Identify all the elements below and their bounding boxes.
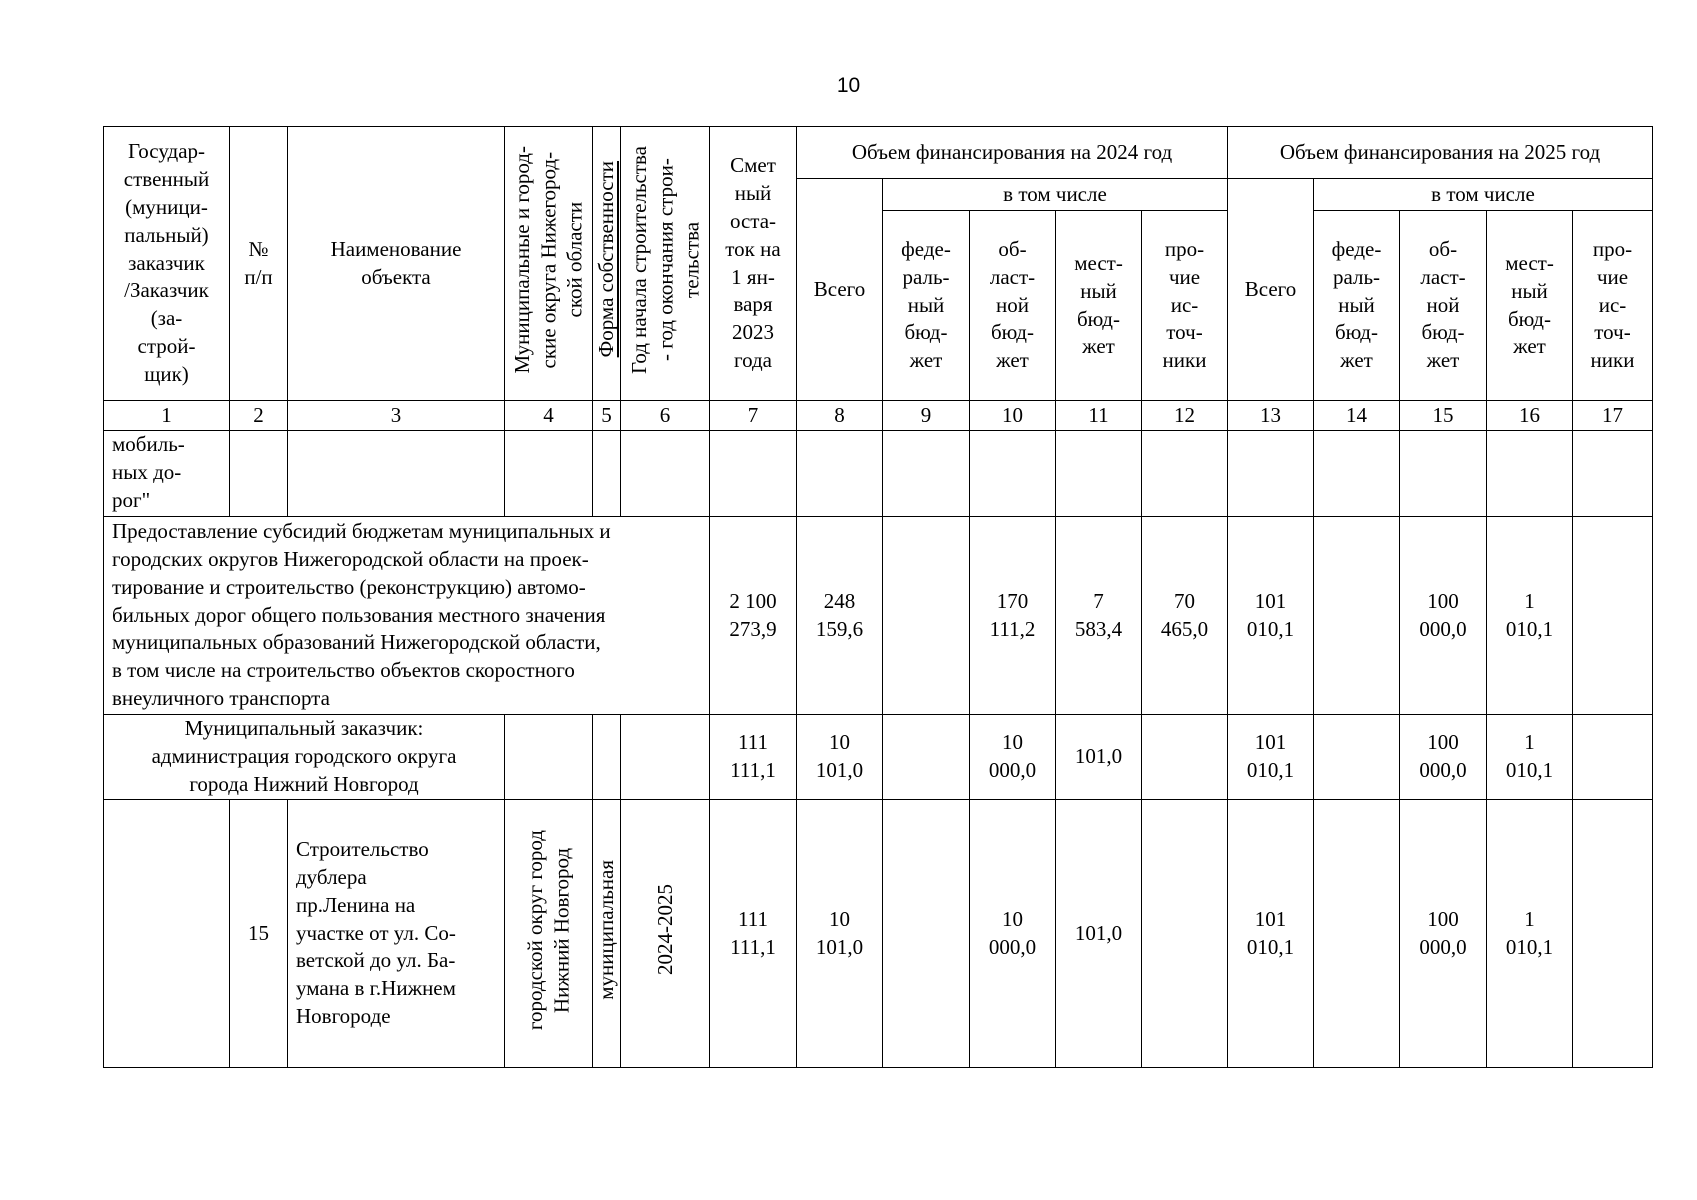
header-years [621, 127, 710, 401]
col-number: 7 [710, 401, 797, 431]
text-line: 10 [1002, 730, 1023, 755]
subsidy-estimate [710, 517, 797, 715]
text-line: Наименование [330, 236, 462, 261]
col-number: 1 [104, 401, 230, 431]
text-line: Смет [730, 152, 776, 177]
customer-description [104, 715, 505, 800]
text-line: 10 [829, 730, 850, 755]
table-row-continuation [104, 431, 1653, 517]
page-number: 10 [836, 74, 861, 97]
col-number: 15 [1400, 401, 1487, 431]
text-line: (муници- [125, 194, 208, 219]
header-customer [104, 127, 230, 401]
text-line: 010,1 [1505, 758, 1554, 782]
header-federal-2025 [1314, 211, 1400, 401]
text-line: п/п [244, 264, 273, 289]
text-line: мест- [1505, 250, 1554, 275]
text-line: ный [1338, 292, 1375, 317]
object-estimate [710, 800, 797, 1068]
text-line: 2023 [732, 320, 774, 345]
column-numbers-row [104, 401, 1653, 431]
text-line: дублера [296, 864, 367, 889]
header-object-name [288, 127, 505, 401]
object-years: 2024-2025 [621, 800, 710, 1068]
text-line: 2 100 [729, 588, 777, 613]
header-estimate [710, 127, 797, 401]
text-line: Государ- [127, 138, 206, 163]
text-line: ных до- [112, 459, 182, 484]
object-regional-2025 [1400, 800, 1487, 1068]
text-line: 101 [1254, 588, 1287, 613]
text-line: пальный) [124, 222, 209, 247]
col-number: 11 [1056, 401, 1142, 431]
text-line: бюд- [1421, 320, 1465, 345]
header-other-2025 [1573, 211, 1653, 401]
table-row-subsidy [104, 517, 1653, 715]
subsidy-total-2025 [1228, 517, 1314, 715]
col-number: 12 [1142, 401, 1228, 431]
text-line: Муниципальные и город- [510, 145, 535, 374]
text-line: щик) [144, 362, 189, 387]
col-number: 3 [288, 401, 505, 431]
text-line: бильных дорог общего пользования местного значения [112, 602, 606, 627]
text-line: бюд- [904, 320, 948, 345]
object-num: 15 [230, 800, 288, 1068]
text-line: 159,6 [815, 616, 864, 641]
header-federal-2024 [883, 211, 970, 401]
text-line: раль- [902, 264, 950, 289]
header-regional-2024 [970, 211, 1056, 401]
header-fin-2025: Объем финансирования на 2025 год [1228, 127, 1653, 179]
text-line: Строительство [296, 836, 429, 861]
text-line: № [248, 236, 269, 261]
header-fin-2024: Объем финансирования на 2024 год [797, 127, 1228, 179]
text-line: ной [996, 292, 1029, 317]
text-line: Год начала строительства [626, 145, 651, 374]
text-line: оста- [729, 208, 777, 233]
header-total-2025: Всего [1228, 179, 1314, 401]
col-number: 8 [797, 401, 883, 431]
text-line: 100 [1427, 730, 1459, 755]
text-line: 1 ян- [731, 264, 775, 289]
text-line: 10 [1002, 906, 1023, 931]
text-line: /Заказчик [124, 278, 209, 303]
col-number: 9 [883, 401, 970, 431]
text-line: 101 [1254, 906, 1287, 931]
financing-table [103, 126, 1653, 1068]
text-line: ис- [1598, 292, 1627, 317]
text-line: 000,0 [988, 934, 1037, 959]
text-line: 010,1 [1246, 616, 1295, 641]
subsidy-description [104, 517, 710, 715]
text-line: 465,0 [1160, 616, 1209, 641]
text-line: умана в г.Нижнем [296, 976, 456, 1001]
text-line: участке от ул. Со- [296, 920, 456, 945]
text-line: 111 [738, 730, 768, 755]
text-line: 10 [829, 906, 850, 931]
customer-regional-2024 [970, 715, 1056, 800]
object-name [288, 800, 505, 1068]
customer-local-2024: 101,0 [1056, 715, 1142, 800]
subsidy-regional-2024 [970, 517, 1056, 715]
text-line: ники [1590, 348, 1635, 373]
text-line: об- [998, 236, 1027, 261]
table-row-object [104, 800, 1653, 1068]
text-line: точ- [1166, 320, 1203, 345]
text-line: 010,1 [1505, 934, 1554, 959]
col-number: 17 [1573, 401, 1653, 431]
header-local-2025 [1487, 211, 1573, 401]
text-line: города Нижний Новгород [189, 771, 419, 796]
table-row-customer [104, 715, 1653, 800]
object-regional-2024 [970, 800, 1056, 1068]
header-regional-2025 [1400, 211, 1487, 401]
text-line: жет [909, 348, 943, 373]
text-line: ный [1080, 278, 1117, 303]
subsidy-total-2024 [797, 517, 883, 715]
text-line: года [734, 348, 772, 373]
customer-total-2025 [1228, 715, 1314, 800]
text-line: Нижний Новгород [549, 846, 574, 1013]
text-line: бюд- [1508, 306, 1551, 331]
text-line: тельства [679, 221, 704, 298]
text-line: 100 [1427, 588, 1459, 613]
text-line: 010,1 [1246, 934, 1295, 959]
text-line: ветской до ул. Ба- [296, 948, 456, 973]
text-line: ственный [123, 166, 210, 191]
text-line: 7 [1093, 588, 1104, 613]
text-line: заказчик [128, 250, 205, 275]
text-line: - год окончания строи- [652, 158, 677, 361]
customer-estimate [710, 715, 797, 800]
text-line: 101,0 [815, 758, 864, 782]
text-line: 000,0 [1419, 934, 1467, 959]
subsidy-regional-2025 [1400, 517, 1487, 715]
col-number: 14 [1314, 401, 1400, 431]
text-line: об- [1428, 236, 1458, 261]
text-line: 000,0 [1419, 616, 1467, 641]
customer-regional-2025 [1400, 715, 1487, 800]
col-number: 16 [1487, 401, 1573, 431]
text-line: чие [1168, 264, 1201, 289]
text-line: про- [1164, 236, 1205, 261]
text-line: жет [1082, 334, 1115, 359]
header-other-2024 [1142, 211, 1228, 401]
text-line: жет [1513, 334, 1546, 359]
object-total-2025 [1228, 800, 1314, 1068]
text-line: 1 [1524, 588, 1535, 613]
header-municipal [505, 127, 593, 401]
text-line: тирование и строительство (реконструкцию) автомо- [112, 574, 586, 599]
text-line: 583,4 [1074, 616, 1123, 641]
text-line: пр.Ленина на [296, 892, 416, 917]
text-line: 101,0 [815, 934, 864, 959]
text-line: жет [1340, 348, 1373, 373]
header-num [230, 127, 288, 401]
text-line: в том числе на строительство объектов скоростного [112, 658, 575, 683]
text-line: 000,0 [988, 758, 1037, 782]
text-line: ный [734, 180, 772, 205]
col-number: 4 [505, 401, 593, 431]
text-line: 70 [1174, 588, 1195, 613]
col-number: 10 [970, 401, 1056, 431]
col-number: 13 [1228, 401, 1314, 431]
object-local-2024: 101,0 [1056, 800, 1142, 1068]
text-line: 273,9 [729, 616, 777, 641]
object-local-2025 [1487, 800, 1573, 1068]
text-line: бюд- [1335, 320, 1378, 345]
text-line: 111,2 [989, 616, 1036, 641]
text-line: городских округов Нижегородской области на проек- [112, 546, 589, 571]
text-line: Новгороде [296, 1004, 391, 1029]
text-line: 170 [996, 588, 1029, 613]
text-line: жет [1426, 348, 1460, 373]
text-line: про- [1592, 236, 1633, 261]
text-line: 1 [1524, 730, 1535, 755]
text-line: объекта [361, 264, 431, 289]
text-line: точ- [1594, 320, 1631, 345]
customer-total-2024 [797, 715, 883, 800]
text-line: чие [1596, 264, 1629, 289]
text-line: ласт- [1420, 264, 1466, 289]
text-line: ники [1162, 348, 1207, 373]
header-local-2024 [1056, 211, 1142, 401]
text-line: 111,1 [730, 934, 776, 959]
text-line: 101 [1254, 730, 1287, 755]
text-line: варя [733, 292, 773, 317]
text-line: ласт- [989, 264, 1036, 289]
text-line: жет [996, 348, 1029, 373]
text-line: мобиль- [112, 432, 185, 456]
text-line: городской округ город [523, 829, 548, 1030]
text-line: мест- [1074, 250, 1123, 275]
text-line: 000,0 [1419, 758, 1467, 782]
text-line: бюд- [1077, 306, 1120, 331]
text-line: ис- [1170, 292, 1199, 317]
text-line: бюд- [991, 320, 1034, 345]
text-line: Предоставление субсидий бюджетам муниципальных и [112, 518, 611, 543]
text-line: ный [907, 292, 945, 317]
text-line: рог" [112, 487, 151, 512]
text-line: 248 [823, 588, 856, 613]
continuation-text [104, 431, 230, 517]
object-total-2024 [797, 800, 883, 1068]
text-line: ские округа Нижегород- [536, 151, 561, 368]
text-line: 111 [738, 906, 768, 931]
text-line: (за- [150, 306, 183, 331]
col-number: 5 [593, 401, 621, 431]
col-number: 6 [621, 401, 710, 431]
text-line: 010,1 [1246, 758, 1295, 782]
text-line: феде- [1331, 236, 1382, 261]
text-line: ный [1511, 278, 1548, 303]
text-line: муниципальных образований Нижегородской области, [112, 630, 601, 655]
text-line: раль- [1332, 264, 1381, 289]
text-line: ток на [725, 236, 781, 261]
col-number: 2 [230, 401, 288, 431]
text-line: ской области [562, 201, 587, 318]
subsidy-local-2024 [1056, 517, 1142, 715]
header-including-2024: в том числе [883, 179, 1228, 211]
text-line: 1 [1524, 906, 1535, 931]
object-municipal [505, 800, 593, 1068]
text-line: Муниципальный заказчик: [184, 716, 424, 741]
text-line: администрация городского округа [151, 744, 457, 769]
text-line: строй- [137, 334, 196, 359]
header-ownership: Форма собственности [593, 127, 621, 401]
header-including-2025: в том числе [1314, 179, 1653, 211]
text-line: внеуличного транспорта [112, 686, 330, 711]
text-line: феде- [901, 236, 951, 261]
subsidy-other-2024 [1142, 517, 1228, 715]
text-line: 100 [1427, 906, 1459, 931]
text-line: 010,1 [1505, 616, 1554, 641]
text-line: ной [1426, 292, 1460, 317]
subsidy-local-2025 [1487, 517, 1573, 715]
object-ownership: муниципальная [593, 800, 621, 1068]
text-line: 111,1 [730, 758, 776, 782]
customer-local-2025 [1487, 715, 1573, 800]
header-total-2024: Всего [797, 179, 883, 401]
